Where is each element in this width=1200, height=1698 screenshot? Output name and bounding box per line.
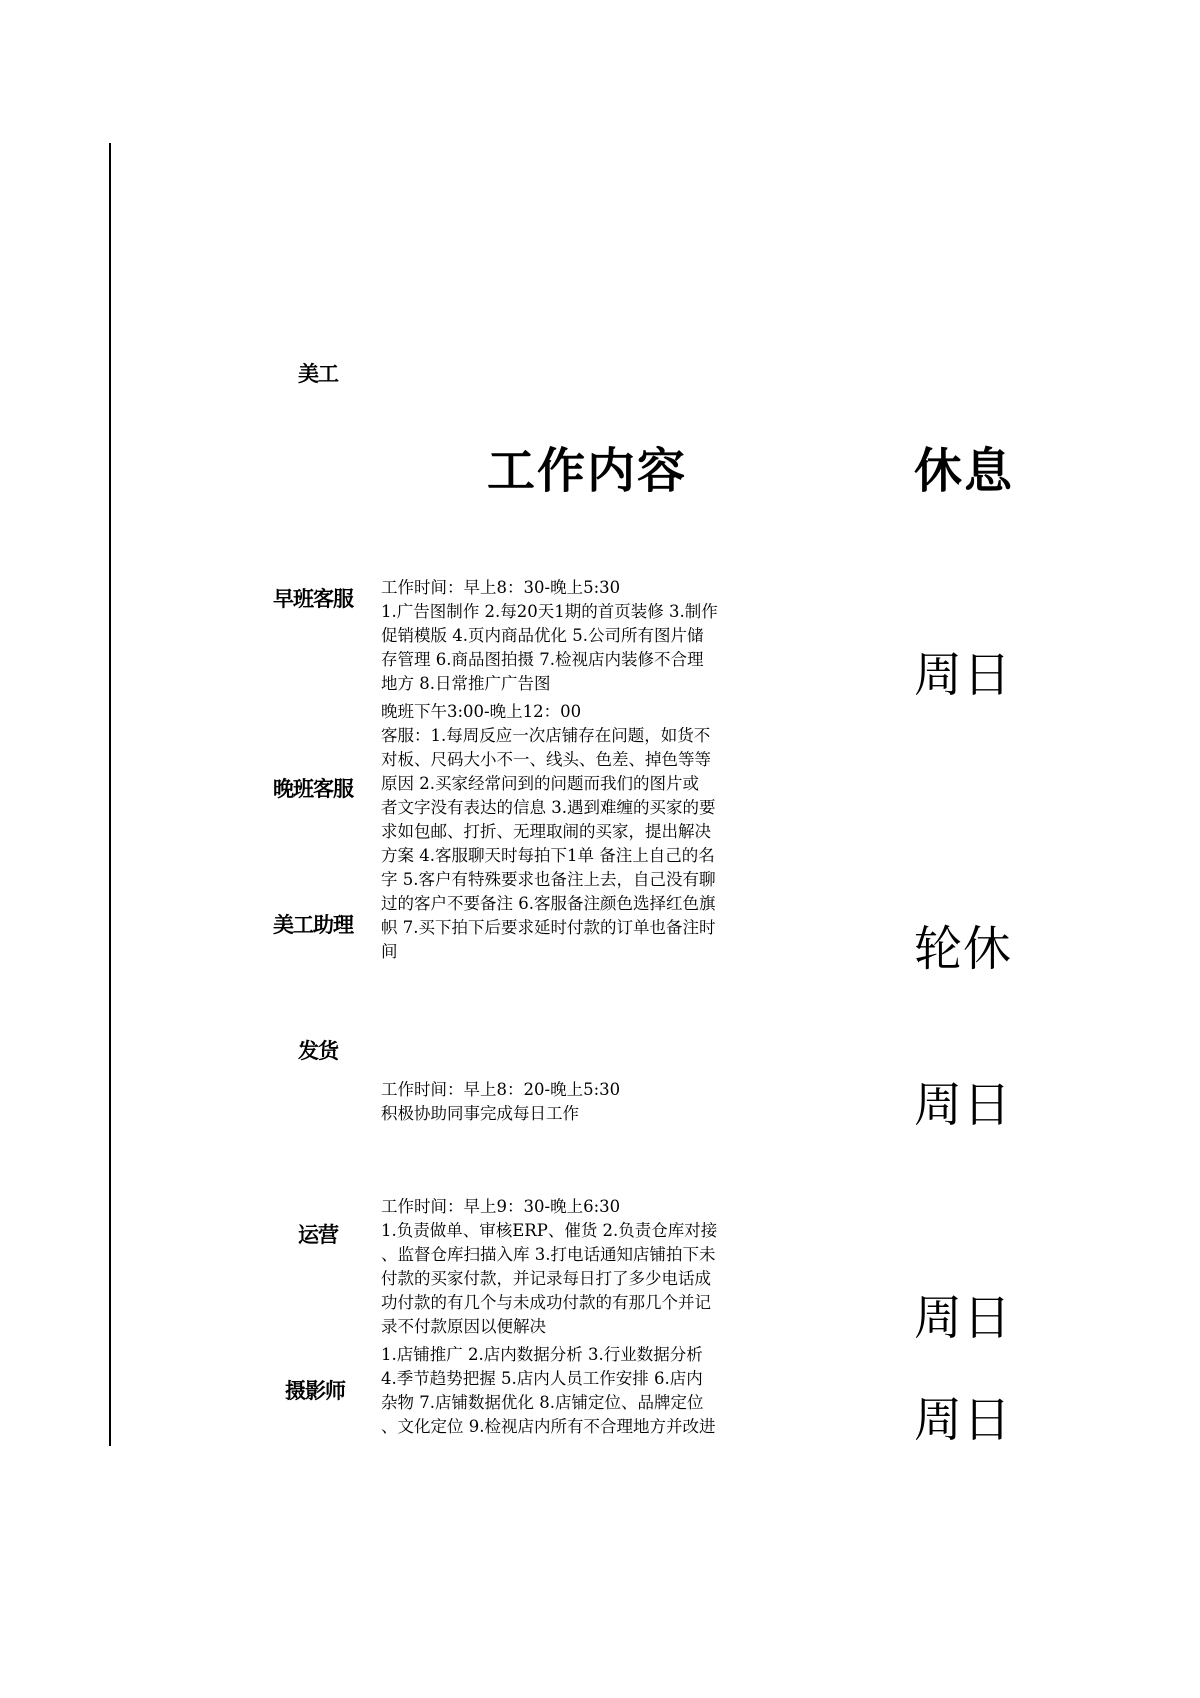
text-line: 1.店铺推广 2.店内数据分析 3.行业数据分析 <box>381 1345 703 1364</box>
text-line: 者文字没有表达的信息 3.遇到难缠的买家的要 <box>381 798 716 817</box>
text-line: 积极协助同事完成每日工作 <box>381 1104 579 1123</box>
header-work-content: 工作内容 <box>487 443 688 499</box>
text-line: 字 5.客户有特殊要求也备注上去，自己没有聊 <box>381 870 716 889</box>
text-line: 客服：1.每周反应一次店铺存在问题，如货不 <box>381 726 711 745</box>
text-line: 对板、尺码大小不一、线头、色差、掉色等等 <box>381 750 711 769</box>
content-sheying <box>381 1343 796 1439</box>
content-fahuo <box>381 1078 796 1126</box>
text-line: 录不付款原因以便解决 <box>381 1317 546 1336</box>
text-line: 促销模版 4.页内商品优化 5.公司所有图片储 <box>381 626 704 645</box>
rest-day-yunying: 周日 <box>914 1290 1013 1346</box>
rest-day-fahuo: 周日 <box>914 1077 1013 1133</box>
text-line: 工作时间：早上8：20-晚上5:30 <box>381 1080 621 1099</box>
text-line: 1.广告图制作 2.每20天1期的首页装修 3.制作 <box>381 602 718 621</box>
text-line: 功付款的有几个与未成功付款的有那几个并记 <box>381 1293 711 1312</box>
text-line: 求如包邮、打折、无理取闹的买家，提出解决 <box>381 822 711 841</box>
text-line: 杂物 7.店铺数据优化 8.店铺定位、品牌定位 <box>381 1393 704 1412</box>
left-margin-rule <box>109 143 111 1446</box>
text-line: 1.负责做单、审核ERP、催货 2.负责仓库对接 <box>381 1221 718 1240</box>
text-line: 工作时间：早上8：30-晚上5:30 <box>381 578 621 597</box>
text-line: 晚班下午3:00-晚上12：00 <box>381 702 582 721</box>
role-fahuo: 发货 <box>298 1039 338 1063</box>
role-yunying: 运营 <box>298 1223 338 1247</box>
text-line: 帜 7.买下拍下后要求延时付款的订单也备注时 <box>381 918 716 937</box>
rest-day-meigong: 周日 <box>914 647 1013 703</box>
role-sheying: 摄影师 <box>285 1379 345 1403</box>
text-line: 付款的买家付款，并记录每日打了多少电话成 <box>381 1269 711 1288</box>
content-kefu <box>381 700 796 964</box>
text-line: 原因 2.买家经常问到的问题而我们的图片或 <box>381 774 699 793</box>
role-meigong-zhuli: 美工助理 <box>273 913 353 937</box>
text-line: 、监督仓库扫描入库 3.打电话通知店铺拍下未 <box>381 1245 716 1264</box>
content-yunying <box>381 1195 796 1339</box>
text-line: 、文化定位 9.检视店内所有不合理地方并改进 <box>381 1417 716 1436</box>
text-line: 地方 8.日常推广广告图 <box>381 674 551 693</box>
rest-day-meigong-zhuli: 轮休 <box>914 921 1013 977</box>
role-zaoban-kefu: 早班客服 <box>273 587 353 611</box>
role-meigong: 美工 <box>298 362 338 386</box>
text-line: 方案 4.客服聊天时每拍下1单 备注上自己的名 <box>381 846 715 865</box>
content-meigong <box>381 576 796 696</box>
text-line: 工作时间：早上9：30-晚上6:30 <box>381 1197 621 1216</box>
text-line: 间 <box>381 942 398 961</box>
rest-day-sheying: 周日 <box>914 1392 1013 1448</box>
text-line: 存管理 6.商品图拍摄 7.检视店内装修不合理 <box>381 650 704 669</box>
text-line: 4.季节趋势把握 5.店内人员工作安排 6.店内 <box>381 1369 703 1388</box>
text-line: 过的客户不要备注 6.客服备注颜色选择红色旗 <box>381 894 716 913</box>
header-rest: 休息 <box>914 443 1015 499</box>
role-wanban-kefu: 晚班客服 <box>273 777 353 801</box>
